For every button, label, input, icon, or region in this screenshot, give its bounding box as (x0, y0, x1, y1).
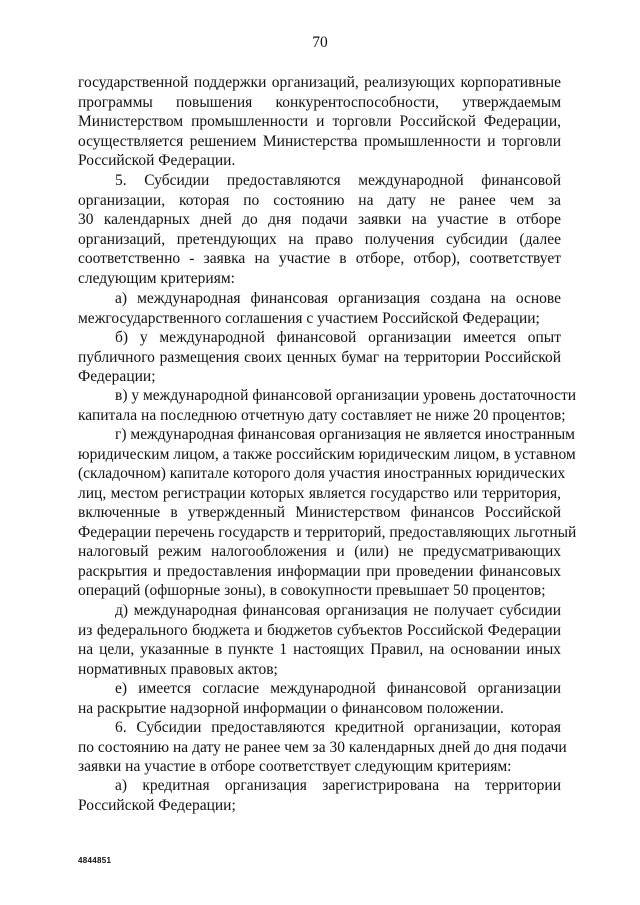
text-line: заявки на участие в отборе соответствует следующим критериям: (78, 758, 512, 775)
paragraph-item-6a (78, 776, 561, 815)
page-number: 70 (312, 34, 328, 51)
text-line: организации, которая по состоянию на дату не ранее чем за (78, 191, 561, 209)
text-line: нормативных правовых актов; (78, 660, 278, 678)
text-line: 6. Субсидии предоставляются кредитной организации, которая (115, 719, 561, 736)
text-line: лиц, местом регистрации которых является государство или территория, (78, 484, 561, 502)
paragraph-item-5 (78, 171, 561, 288)
text-line: е) имеется согласие международной финансовой организации (115, 680, 561, 697)
text-line: операций (офшорные зоны), в совокупности превышает 50 процентов; (78, 582, 546, 599)
text-line: б) у международной финансовой организации имеется опыт (115, 329, 561, 346)
text-line: организаций, претендующих на право получения субсидии (далее (78, 230, 561, 248)
text-line: Министерством промышленности и торговли Российской Федерации, (78, 113, 561, 130)
text-line: Федерации; (78, 368, 156, 385)
text-line: (складочном) капитале которого доля участия иностранных юридических (78, 465, 566, 482)
document-code: 4844851 (78, 856, 112, 865)
text-line: г) международная финансовая организация не является иностранным (115, 426, 575, 443)
text-line: по состоянию на дату не ранее чем за 30 календарных дней до дня подачи (78, 738, 567, 756)
text-line: публичного размещения своих ценных бумаг на территории Российской (78, 348, 561, 366)
text-line: раскрытия и предоставления информации при проведении финансовых (78, 562, 561, 580)
paragraph-item-5g (78, 425, 577, 601)
text-line: следующим критериям: (78, 269, 235, 287)
text-line: Федерации перечень государств и территорий, предоставляющих льготный (78, 523, 577, 541)
paragraph-item-6 (78, 718, 567, 777)
text-line: на раскрытие надзорной информации о финансовом положении. (78, 699, 504, 717)
text-line: юридическим лицом, а также российским юридическим лицом, в уставном (78, 445, 576, 463)
text-line: Российской Федерации; (78, 796, 236, 814)
text-line: а) кредитная организация зарегистрирована на территории (115, 777, 561, 794)
paragraph-continuation (78, 73, 561, 171)
text-line: в) у международной финансовой организации уровень достаточности (115, 387, 577, 404)
paragraph-item-5d (78, 601, 561, 679)
text-line: Российской Федерации. (78, 152, 236, 169)
text-line: д) международная финансовая организация не получает субсидии (115, 602, 561, 619)
text-line: осуществляется решением Министерства промышленности и торговли (78, 132, 561, 150)
text-line: соответственно - заявка на участие в отборе, отбор), соответствует (78, 250, 561, 267)
text-line: межгосударственного соглашения с участием Российской Федерации; (78, 309, 540, 327)
text-line: капитала на последнюю отчетную дату составляет не ниже 20 процентов; (78, 406, 566, 424)
paragraph-item-5a (78, 289, 561, 328)
text-line: а) международная финансовая организация создана на основе (115, 290, 561, 307)
text-line: 30 календарных дней до дня подачи заявки на участие в отборе (78, 211, 561, 228)
text-line: 5. Субсидии предоставляются международной финансовой (115, 172, 561, 189)
text-line: государственной поддержки организаций, реализующих корпоративные (78, 74, 561, 91)
paragraph-item-5e (78, 679, 561, 718)
text-line: программы повышения конкурентоспособности, утверждаемым (78, 93, 561, 111)
text-line: включенные в утвержденный Министерством финансов Российской (78, 504, 561, 521)
paragraph-item-5b (78, 328, 561, 387)
text-line: на цели, указанные в пункте 1 настоящих Правил, на основании иных (78, 641, 561, 658)
text-line: из федерального бюджета и бюджетов субъектов Российской Федерации (78, 621, 561, 639)
paragraph-item-5v (78, 386, 577, 425)
text-line: налоговый режим налогообложения и (или) не предусматривающих (78, 543, 561, 560)
